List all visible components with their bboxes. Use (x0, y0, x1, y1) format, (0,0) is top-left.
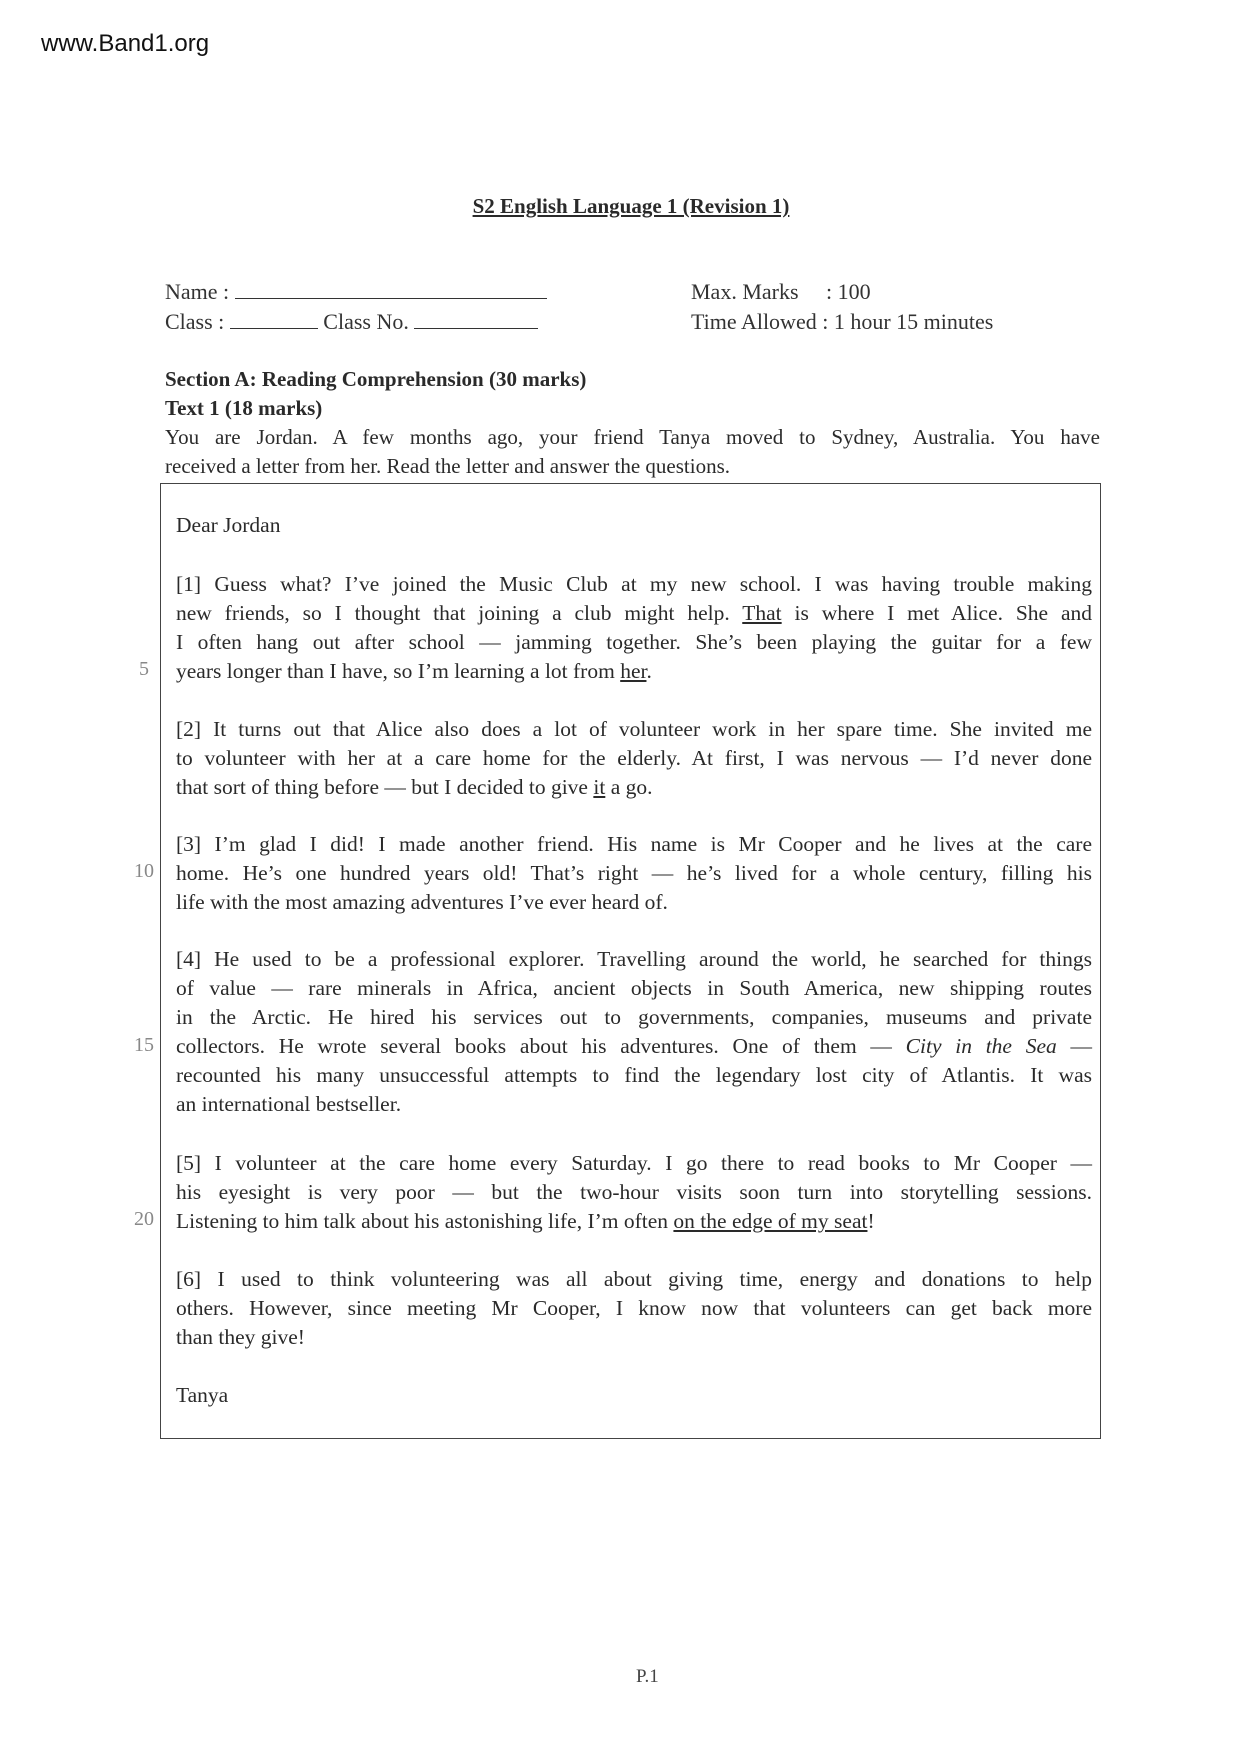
text-segment: . (646, 659, 652, 683)
text-segment: new friends, so I thought that joining a club might help. (176, 601, 743, 625)
line-number: 10 (134, 860, 154, 882)
letter-line (176, 1004, 1092, 1030)
letter-line (176, 1208, 1092, 1234)
text-segment: I often hang out after school — jamming together. She’s been playing the guitar for a few (176, 630, 1092, 654)
letter-line (176, 889, 1092, 915)
text-segment: of value — rare minerals in Africa, ancient objects in South America, new shipping routes (176, 976, 1092, 1000)
letter-line (176, 1324, 1092, 1350)
letter-line (176, 975, 1092, 1001)
text-segment: Listening to him talk about his astonishing life, I’m often (176, 1209, 674, 1233)
text-segment: [1] Guess what? I’ve joined the Music Club at my new school. I was having trouble making (176, 572, 1092, 596)
text-segment: — (1056, 1034, 1093, 1058)
watermark-url: www.Band1.org (41, 30, 210, 57)
time-allowed-row (691, 309, 993, 335)
class-row (165, 309, 538, 335)
section-title: Section A: Reading Comprehension (30 marks) (165, 367, 587, 391)
underlined-text: it (593, 775, 606, 799)
letter-line (176, 860, 1092, 886)
underlined-text: her (620, 659, 647, 683)
time-allowed-label: Time Allowed : (691, 309, 829, 334)
underlined-text: That (742, 601, 782, 625)
text-segment: [6] I used to think volunteering was all about giving time, energy and donations to help (176, 1267, 1092, 1291)
letter-line (176, 716, 1092, 742)
letter-line (176, 600, 1092, 626)
letter-line (176, 571, 1092, 597)
max-marks-value: : 100 (826, 279, 871, 304)
class-no-field[interactable] (414, 310, 538, 329)
max-marks-label: Max. Marks (691, 279, 799, 304)
text-segment: than they give! (176, 1325, 305, 1349)
text-segment: that sort of thing before — but I decided to give (176, 775, 594, 799)
line-number: 15 (134, 1034, 154, 1056)
text-segment: ! (867, 1209, 875, 1233)
text-segment: [5] I volunteer at the care home every Saturday. I go there to read books to Mr Cooper — (176, 1151, 1092, 1175)
text-segment: [3] I’m glad I did! I made another friend. His name is Mr Cooper and he lives at the care (176, 832, 1092, 856)
letter-greeting: Dear Jordan (176, 513, 281, 537)
class-label: Class : (165, 309, 225, 334)
text-segment: collectors. He wrote several books about his adventures. One of them — (176, 1034, 906, 1058)
text-segment: an international bestseller. (176, 1092, 402, 1116)
class-field[interactable] (230, 310, 318, 329)
name-row (165, 279, 547, 305)
letter-line (176, 946, 1092, 972)
letter-line (176, 1179, 1092, 1205)
text-segment: in the Arctic. He hired his services out to governments, companies, museums and private (176, 1005, 1092, 1029)
time-allowed-value: 1 hour 15 minutes (833, 309, 994, 334)
letter-line (176, 629, 1092, 655)
letter-line (176, 658, 1092, 684)
text-segment: to volunteer with her at a care home for the elderly. At first, I was nervous — I’d never done (176, 746, 1092, 770)
max-marks-row (691, 279, 871, 305)
text-segment: recounted his many unsuccessful attempts to find the legendary lost city of Atlantis. It was (176, 1063, 1092, 1087)
class-no-label: Class No. (323, 309, 409, 334)
text-title: Text 1 (18 marks) (165, 396, 323, 420)
name-field[interactable] (235, 280, 547, 299)
underlined-text: on the edge of my seat (673, 1209, 868, 1233)
letter-line (176, 774, 1092, 800)
letter-line (176, 1150, 1092, 1176)
line-number: 20 (134, 1208, 154, 1230)
text-segment: is where I met Alice. She and (781, 601, 1092, 625)
text-segment: years longer than I have, so I’m learning a lot from (176, 659, 621, 683)
letter-line (176, 1295, 1092, 1321)
text-segment: others. However, since meeting Mr Cooper, I know now that volunteers can get back more (176, 1296, 1092, 1320)
text-segment: [4] He used to be a professional explorer. Travelling around the world, he searched for things (176, 947, 1092, 971)
text-segment: a go. (605, 775, 653, 799)
letter-signoff: Tanya (176, 1383, 229, 1407)
italic-title: City in the Sea (905, 1034, 1057, 1058)
text-segment: home. He’s one hundred years old! That’s right — he’s lived for a whole century, filling his (176, 861, 1092, 885)
page-title: S2 English Language 1 (Revision 1) (472, 194, 790, 218)
text-segment: his eyesight is very poor — but the two-hour visits soon turn into storytelling sessions. (176, 1180, 1092, 1204)
letter-line (176, 831, 1092, 857)
line-number: 5 (139, 658, 149, 680)
letter-line (176, 1091, 1092, 1117)
text-segment: [2] It turns out that Alice also does a lot of volunteer work in her spare time. She invited me (176, 717, 1092, 741)
letter-line (176, 745, 1092, 771)
name-label: Name : (165, 279, 230, 304)
instructions-line: You are Jordan. A few months ago, your friend Tanya moved to Sydney, Australia. You have (165, 425, 1100, 449)
instructions-line: received a letter from her. Read the letter and answer the questions. (165, 454, 731, 478)
letter-line (176, 1266, 1092, 1292)
text-segment: life with the most amazing adventures I’ve ever heard of. (176, 890, 668, 914)
letter-line (176, 1062, 1092, 1088)
page-number: P.1 (636, 1666, 659, 1687)
letter-line (176, 1033, 1092, 1059)
